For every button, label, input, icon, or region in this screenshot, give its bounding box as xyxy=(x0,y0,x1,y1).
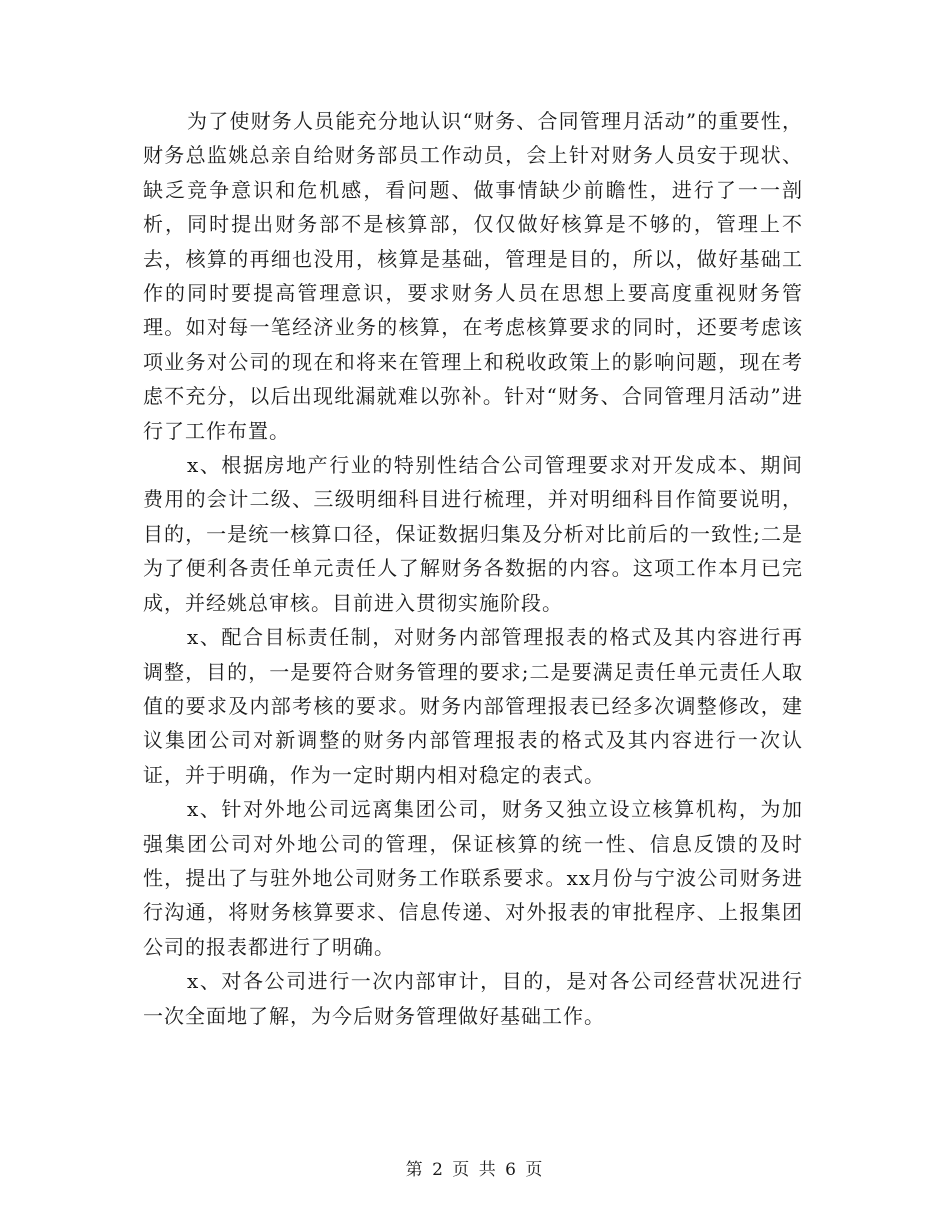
paragraph-internal-audit: x、对各公司进行一次内部审计，目的，是对各公司经营状况进行一次全面地了解，为今后财务管理做好基础工作。 xyxy=(143,969,803,1028)
paragraph-internal-reports: x、配合目标责任制，对财务内部管理报表的格式及其内容进行再调整，目的，一是要符合财务管理的要求;二是要满足责任单元责任人取值的要求及内部考核的要求。财务内部管理报表已经多次调整修改，建议集团公司对新调整的财务内部管理报表的格式及其内容进行一次认证，并于明确，作为一定时期内相对稳定的表式。 xyxy=(143,625,803,787)
paragraph-account-items: x、根据房地产行业的特别性结合公司管理要求对开发成本、期间费用的会计二级、三级明细科目进行梳理，并对明细科目作简要说明，目的，一是统一核算口径，保证数据归集及分析对比前后的一致性;二是为了便利各责任单元责任人了解财务各数据的内容。这项工作本月已完成，并经姚总审核。目前进入贯彻实施阶段。 xyxy=(143,453,803,615)
paragraph-branch-offices: x、针对外地公司远离集团公司，财务又独立设立核算机构，为加强集团公司对外地公司的管理，保证核算的统一性、信息反馈的及时性，提出了与驻外地公司财务工作联系要求。xx月份与宁波公司财务进行沟通，将财务核算要求、信息传递、对外报表的审批程序、上报集团公司的报表都进行了明确。 xyxy=(143,797,803,959)
paragraph-mobilization: 为了使财务人员能充分地认识“财务、合同管理月活动”的重要性，财务总监姚总亲自给财务部员工作动员，会上针对财务人员安于现状、缺乏竞争意识和危机感，看问题、做事情缺少前瞻性，进行了一一剖析，同时提出财务部不是核算部，仅仅做好核算是不够的，管理上不去，核算的再细也没用，核算是基础，管理是目的，所以，做好基础工作的同时要提高管理意识，要求财务人员在思想上要高度重视财务管理。如对每一笔经济业务的核算，在考虑核算要求的同时，还要考虑该项业务对公司的现在和将来在管理上和税收政策上的影响问题，现在考虑不充分，以后出现纰漏就难以弥补。针对“财务、合同管理月活动”进行了工作布置。 xyxy=(143,109,803,443)
page-number-footer: 第 2 页 共 6 页 xyxy=(405,1160,545,1180)
document-body xyxy=(143,104,803,1033)
